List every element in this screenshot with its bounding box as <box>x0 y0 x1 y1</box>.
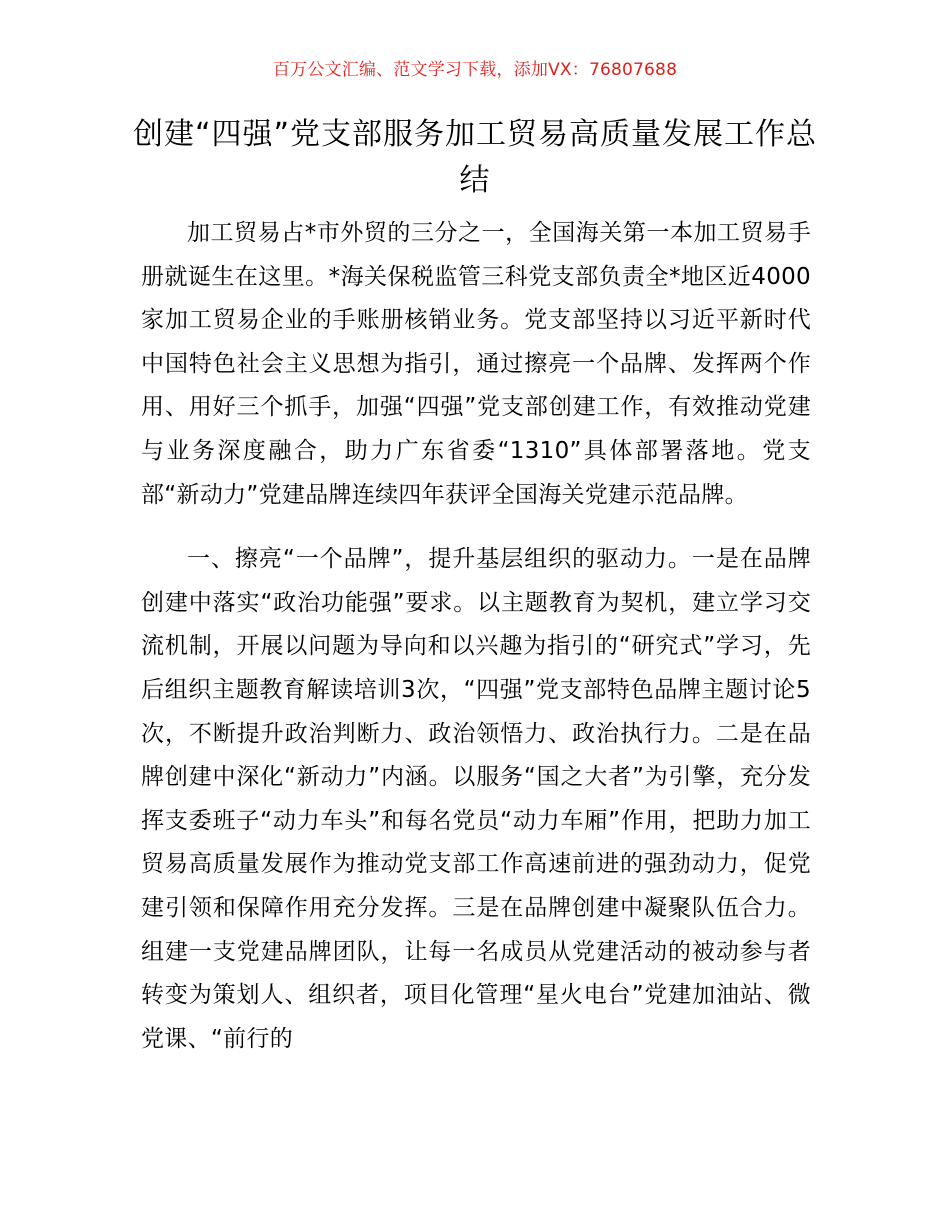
document-body <box>141 212 811 1061</box>
document-title: 创建“四强”党支部服务加工贸易高质量发展工作总结 <box>132 117 818 198</box>
paragraph-section-one: 一、擦亮“一个品牌”，提升基层组织的驱动力。一是在品牌创建中落实“政治功能强”要求。以主题教育为契机，建立学习交流机制，开展以问题为导向和以兴趣为指引的“研究式”学习，先后组织主题教育解读培训3次，“四强”党支部特色品牌主题讨论5次，不断提升政治判断力、政治领悟力、政治执行力。二是在品牌创建中深化“新动力”内涵。以服务“国之大者”为引擎，充分发挥支委班子“动力车头”和每名党员“动力车厢”作用，把助力加工贸易高质量发展作为推动党支部工作高速前进的强劲动力，促党建引领和保障作用充分发挥。三是在品牌创建中凝聚队伍合力。组建一支党建品牌团队，让每一名成员从党建活动的被动参与者转变为策划人、组织者，项目化管理“星火电台”党建加油站、微党课、“前行的 <box>141 546 811 1052</box>
header-promo-note: 百万公文汇编、范文学习下载，添加VX：76807688 <box>272 60 678 80</box>
paragraph-intro: 加工贸易占*市外贸的三分之一，全国海关第一本加工贸易手册就诞生在这里。*海关保税监管三科党支部负责全*地区近4000家加工贸易企业的手账册核销业务。党支部坚持以习近平新时代中国特色社会主义思想为指引，通过擦亮一个品牌、发挥两个作用、用好三个抓手，加强“四强”党支部创建工作，有效推动党建与业务深度融合，助力广东省委“1310”具体部署落地。党支部“新动力”党建品牌连续四年获评全国海关党建示范品牌。 <box>141 220 811 508</box>
